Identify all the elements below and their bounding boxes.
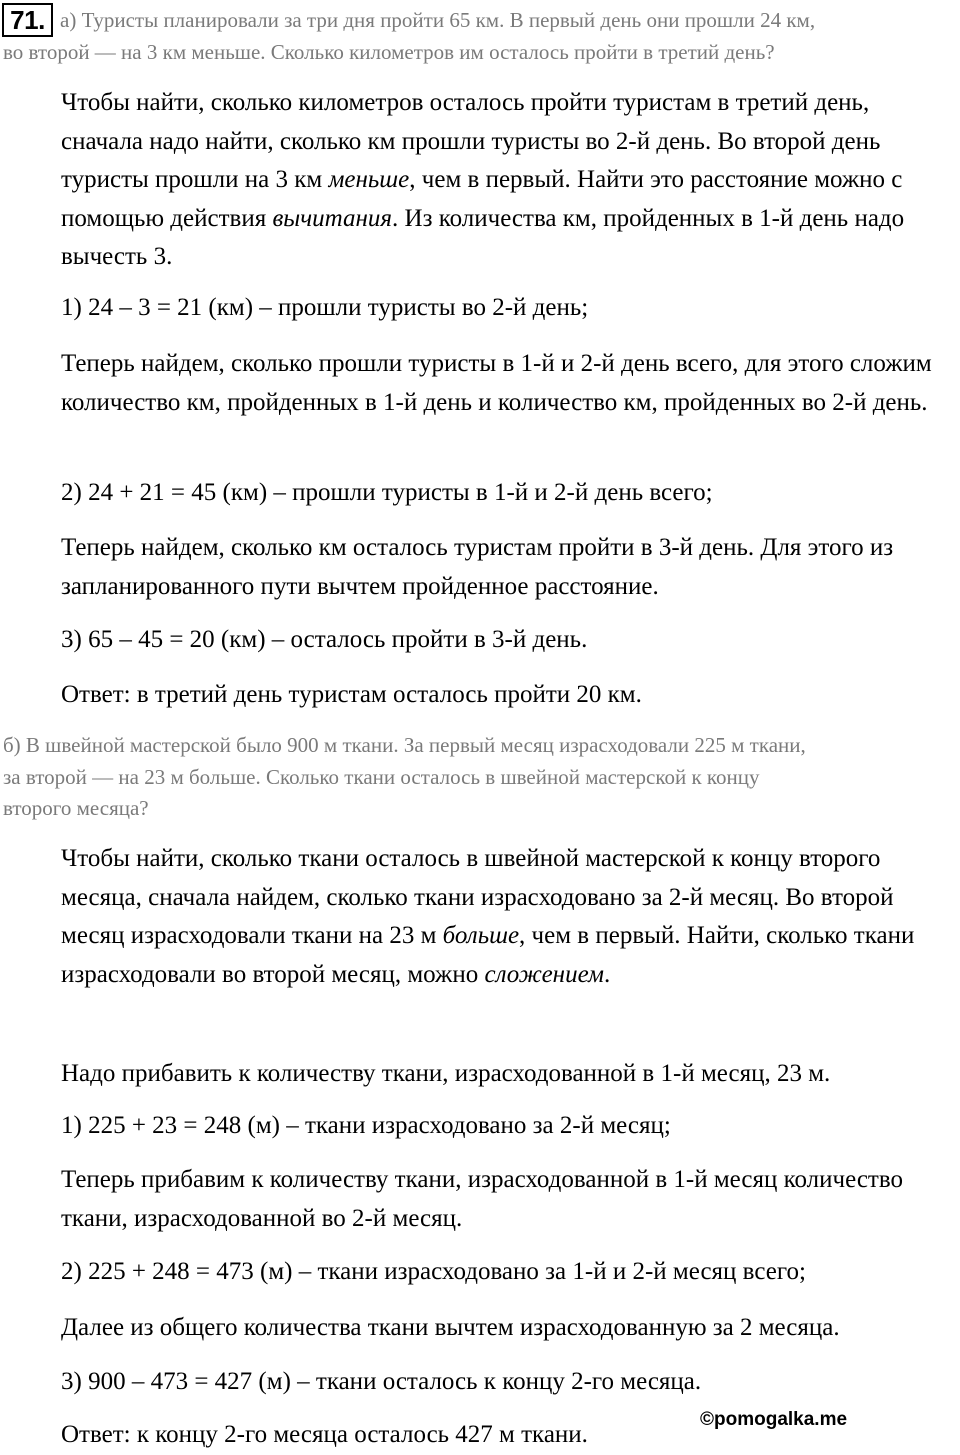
- solution-b-explanation-2: Теперь прибавим к количеству ткани, израсходованной в 1-й месяц количество ткани, израсходованной во 2-й месяц.: [61, 1166, 903, 1232]
- solution-a-answer: Ответ: в третий день туристам осталось пройти 20 км.: [61, 681, 642, 708]
- solution-b-intro-emphasis-1: больше: [442, 922, 520, 949]
- solution-b-step-1: 1) 225 + 23 = 248 (м) – ткани израсходовано за 2-й месяц;: [61, 1112, 671, 1139]
- problem-number: 71.: [2, 3, 53, 37]
- solution-b-intro-text-3: .: [604, 960, 611, 988]
- solution-a-intro-emphasis-2: вычитания: [272, 204, 393, 232]
- task-b-line-3: второго месяца?: [3, 796, 149, 820]
- solution-a-intro-text-1: Чтобы найти, сколько километров осталось пройти туристам в третий день, сначала надо найти, сколько км прошли туристы во 2-й день. Во второй день туристы прошли на 3 км: [61, 89, 881, 193]
- solution-a-intro: [61, 84, 956, 277]
- solution-b-answer: Ответ: к концу 2-го месяца осталось 427 м ткани.: [61, 1421, 588, 1448]
- solution-b-intro-text-1: Чтобы найти, сколько ткани осталось в швейной мастерской к концу второго месяца, сначала найдем, сколько ткани израсходовано за 2-й месяц. Во второй месяц израсходовали ткани на 23 м: [61, 845, 894, 949]
- solution-a-intro-text-2: , чем в первый. Найти это расстояние можно с помощью действия: [61, 166, 903, 232]
- solution-b-explanation-3: Далее из общего количества ткани вычтем израсходованную за 2 месяца.: [61, 1314, 840, 1341]
- solution-a-explanation-2: Теперь найдем, сколько прошли туристы в 1-й и 2-й день всего, для этого сложим количество км, пройденных в 1-й день и количество км, пройденных во 2-й день.: [61, 350, 932, 416]
- solution-a-step-1: 1) 24 – 3 = 21 (км) – прошли туристы во 2-й день;: [61, 294, 589, 321]
- solution-b-intro: [61, 840, 956, 994]
- solution-a-intro-text-3: . Из количества км, пройденных в 1-й день надо вычесть 3.: [61, 204, 905, 270]
- task-b-line-2: за второй — на 23 м больше. Сколько ткани осталось в швейной мастерской к концу: [3, 764, 760, 789]
- task-a-line-2: во второй — на 3 км меньше. Сколько километров им осталось пройти в третий день?: [3, 39, 775, 64]
- task-b-line-1: б) В швейной мастерской было 900 м ткани. За первый месяц израсходовали 225 м ткани,: [3, 733, 806, 757]
- watermark: ©pomogalka.me: [700, 1409, 848, 1430]
- solution-a-intro-emphasis-1: меньше: [328, 166, 410, 193]
- solution-a-step-3: 3) 65 – 45 = 20 (км) – осталось пройти в 3-й день.: [61, 626, 588, 653]
- solution-b-step-2: 2) 225 + 248 = 473 (м) – ткани израсходовано за 1-й и 2-й месяц всего;: [61, 1258, 806, 1285]
- solution-b-explanation-1: Надо прибавить к количеству ткани, израсходованной в 1-й месяц, 23 м.: [61, 1060, 831, 1087]
- solution-b-step-3: 3) 900 – 473 = 427 (м) – ткани осталось к концу 2-го месяца.: [61, 1368, 702, 1395]
- task-a-line-1: а) Туристы планировали за три дня пройти 65 км. В первый день они прошли 24 км,: [60, 8, 816, 32]
- task-a-statement: [3, 5, 957, 68]
- solution-a-step-2: 2) 24 + 21 = 45 (км) – прошли туристы в 1-й и 2-й день всего;: [61, 479, 713, 506]
- solution-b-intro-emphasis-2: сложением: [484, 960, 604, 988]
- solution-a-explanation-3: Теперь найдем, сколько км осталось туристам пройти в 3-й день. Для этого из запланированного пути вычтем пройденное расстояние.: [61, 534, 894, 600]
- task-b-statement: [3, 730, 957, 825]
- solution-b-intro-text-2: , чем в первый. Найти, сколько ткани израсходовали во второй месяц, можно: [61, 922, 915, 988]
